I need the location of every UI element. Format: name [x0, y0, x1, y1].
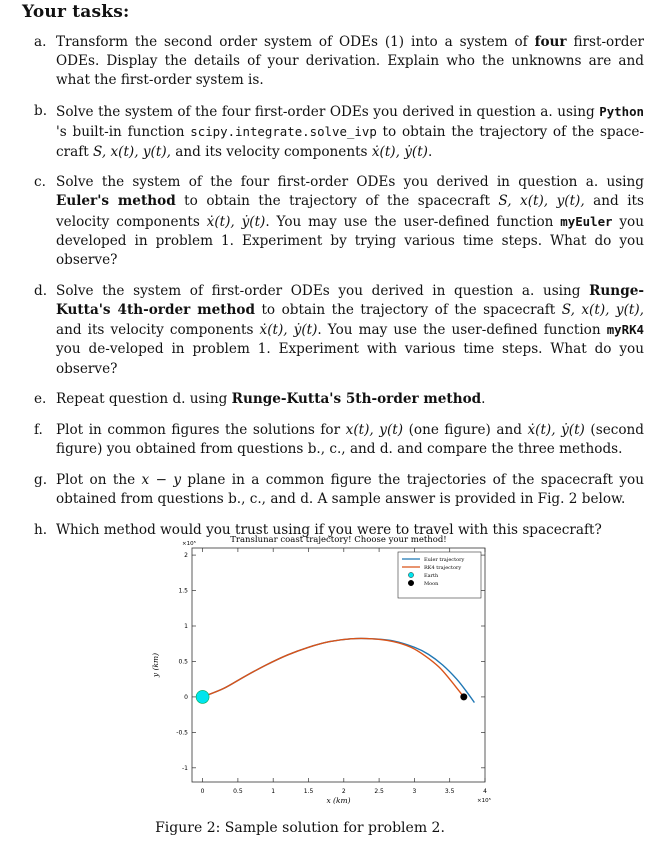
x-tick-label: 2	[341, 788, 346, 795]
legend-label: Earth	[424, 573, 439, 579]
task-text-segment: four	[534, 34, 567, 50]
legend-marker	[408, 572, 413, 577]
task-text-segment: (second figure) you obtained from questions b., c., and d. and compare the three methods.	[56, 421, 644, 458]
task-text-segment: x − y	[141, 471, 182, 488]
moon-marker	[461, 694, 467, 700]
task-text-segment: ẋ(t), ẏ(t)	[371, 143, 428, 160]
task-text-segment: myEuler	[560, 213, 613, 229]
x-axis-label: x (km)	[326, 796, 351, 805]
task-text	[56, 33, 644, 91]
task-item	[34, 471, 644, 509]
y-scale-label: ×10⁵	[182, 541, 196, 547]
task-text-segment: ẋ(t), ẏ(t)	[259, 322, 318, 339]
task-letter: d.	[34, 282, 48, 299]
task-text-segment: you de-veloped in problem 1. Experiment with various time steps. What do you observe?	[56, 341, 644, 377]
task-text-segment: .	[427, 143, 433, 160]
x-tick-label: 4	[483, 788, 487, 795]
task-item	[34, 173, 644, 270]
y-tick-label: -1	[182, 764, 188, 772]
task-text	[56, 282, 644, 379]
tasks-heading: Your tasks:	[22, 2, 130, 22]
task-text-segment: to obtain the trajectory of the space-craft	[56, 124, 644, 160]
y-tick-label: 1	[184, 623, 188, 630]
task-text-segment: x(t), y(t)	[345, 421, 404, 438]
y-tick-label: 0.5	[178, 658, 188, 666]
x-tick-label: 1	[271, 788, 276, 795]
task-text-segment: myRK4	[606, 322, 644, 338]
task-text-segment: S, x(t), y(t),	[498, 193, 585, 210]
task-text-segment: Python	[599, 104, 644, 120]
task-text-segment: Solve the system of the four first-order ODEs you derived in question a. using	[56, 174, 644, 191]
task-text-segment: Euler's method	[56, 193, 176, 210]
task-item	[34, 282, 644, 379]
task-text	[56, 421, 644, 459]
task-text-segment: .	[481, 391, 486, 408]
task-text	[56, 471, 644, 509]
x-tick-label: 0	[200, 788, 205, 795]
task-letter: e.	[34, 391, 47, 408]
legend-label: Euler trajectory	[424, 557, 465, 563]
task-list	[34, 33, 644, 551]
task-text-segment: first-order ODEs. Display the details of your derivation. Explain who the unknowns are and what the first-order system is.	[56, 34, 644, 89]
y-tick-label: 2	[184, 552, 188, 560]
task-text-segment: ẋ(t), ẏ(t)	[527, 421, 585, 438]
x-tick-label: 3	[412, 788, 417, 795]
task-text	[56, 173, 644, 270]
task-text-segment: Runge-Kutta's 4th-order method	[56, 282, 644, 318]
task-letter: a.	[34, 34, 47, 50]
task-item	[34, 33, 644, 91]
legend-label: Moon	[424, 581, 439, 587]
task-letter: b.	[34, 103, 48, 120]
task-letter: g.	[34, 471, 48, 488]
y-tick-label: -0.5	[176, 729, 188, 737]
task-letter: h.	[34, 521, 48, 538]
x-tick-label: 3.5	[444, 788, 455, 795]
x-tick-label: 0.5	[233, 788, 243, 795]
task-item	[34, 390, 644, 409]
figure-caption: Figure 2: Sample solution for problem 2.	[155, 820, 445, 836]
task-text-segment: Solve the system of first-order ODEs you derived in question a. using	[56, 282, 590, 299]
task-text-segment: to obtain the trajectory of the spacecraft	[175, 193, 499, 210]
task-text-segment: Which method would you trust using if you were to travel with this spacecraft?	[56, 521, 602, 538]
task-text-segment: 's built-in function	[56, 124, 191, 141]
task-text-segment: S, x(t), y(t),	[561, 301, 645, 318]
task-text-segment: Solve the system of the four first-order ODEs you derived in question a. using	[56, 104, 600, 121]
y-axis-label: y (km)	[151, 652, 160, 678]
task-text-segment: scipy.integrate.solve_ivp	[190, 124, 377, 140]
task-text-segment: you developed in problem 1. Experiment by trying various time steps. What do you observe?	[56, 213, 644, 269]
x-tick-label: 2.5	[374, 788, 384, 795]
task-text-segment: S, x(t), y(t),	[93, 143, 171, 160]
task-item	[34, 102, 644, 162]
y-tick-label: 0	[184, 693, 188, 701]
task-text-segment: plane in a common figure the trajectories of the spacecraft you obtained from questions b., c., and d. A sample answer is provided in Fig. 2 below.	[56, 471, 644, 508]
task-text-segment: Runge-Kutta's 5th-order method	[231, 391, 482, 408]
task-text-segment: (one figure) and	[403, 421, 528, 438]
task-letter: c.	[34, 174, 46, 191]
legend-marker	[408, 580, 414, 586]
task-text	[56, 390, 644, 409]
task-text	[56, 102, 644, 162]
task-text-segment: Transform the second order system of ODEs (1) into a system of	[56, 34, 535, 50]
task-text-segment: to obtain the trajectory of the spacecraft	[254, 301, 562, 318]
x-scale-label: ×10⁵	[477, 798, 491, 804]
chart-title: Translunar coast trajectory! Choose your method!	[230, 535, 447, 545]
task-letter: f.	[34, 421, 43, 438]
task-text-segment: and its velocity components	[56, 322, 260, 339]
y-tick-label: 1.5	[178, 587, 188, 595]
task-text-segment: and its velocity components	[56, 193, 644, 230]
earth-marker	[196, 690, 209, 703]
legend-label: RK4 trajectory	[424, 565, 462, 571]
trajectory-chart	[140, 530, 500, 805]
task-item	[34, 421, 644, 459]
x-tick-label: 1.5	[303, 788, 314, 795]
task-text-segment: . You may use the user-defined function	[265, 213, 561, 230]
trajectory-figure	[140, 530, 500, 805]
task-text-segment: Plot in common figures the solutions for	[56, 421, 346, 438]
task-text-segment: Repeat question d. using	[56, 391, 232, 408]
task-text-segment: and its velocity components	[170, 143, 372, 160]
task-text-segment: ẋ(t), ẏ(t)	[206, 213, 266, 230]
task-text-segment: . You may use the user-defined function	[317, 322, 607, 339]
task-text-segment: Plot on the	[56, 471, 142, 488]
